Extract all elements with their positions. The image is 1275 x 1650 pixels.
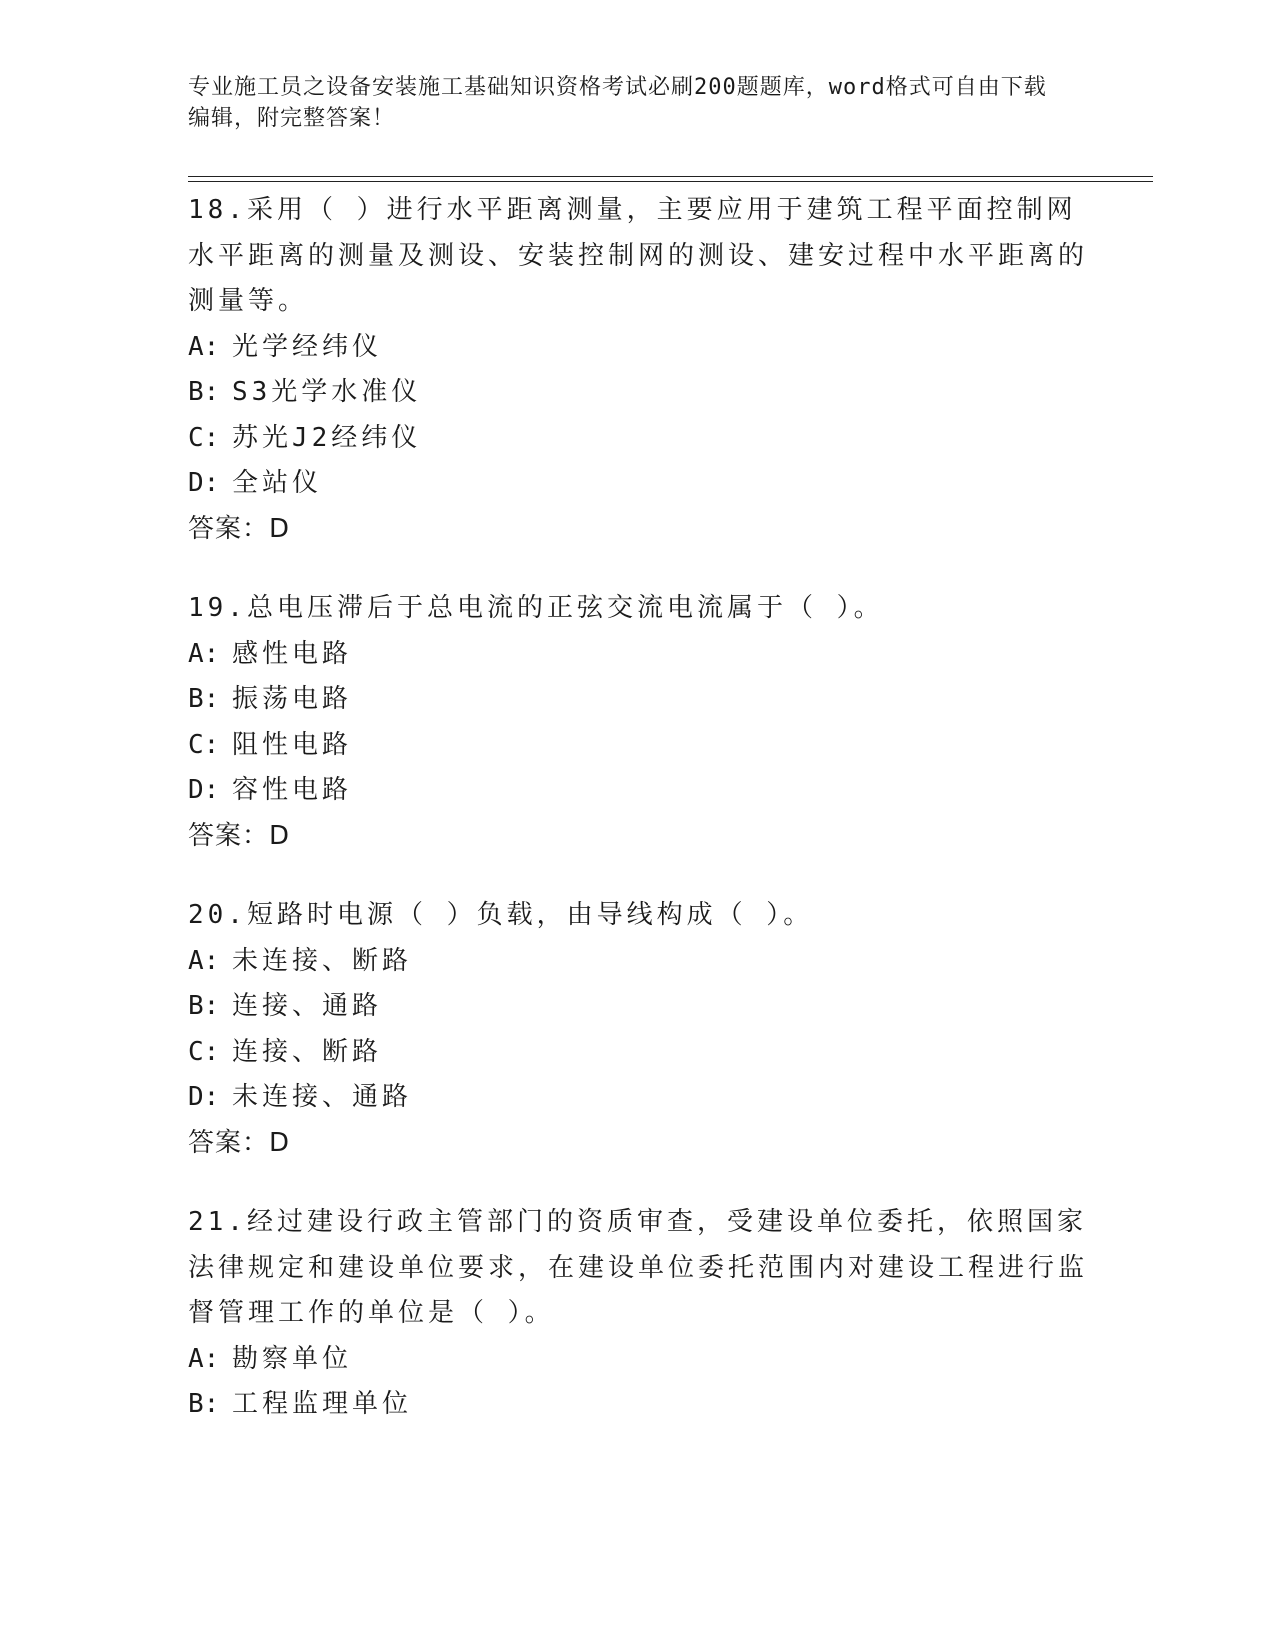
option-text: 工程监理单位 [232, 1389, 413, 1419]
question-text: 20.短路时电源（ ）负载，由导线构成（ ）。 [188, 900, 814, 930]
option-letter: A: [188, 1343, 220, 1374]
option-c [188, 1030, 1088, 1076]
option-letter: C: [188, 1036, 220, 1067]
option-text: 全站仪 [232, 468, 323, 498]
option-letter: D: [188, 1082, 220, 1112]
option-text: 振荡电路 [232, 684, 353, 714]
option-letter: C: [188, 729, 220, 760]
answer-line: 答案：D [188, 820, 291, 851]
header-divider-top [188, 176, 1153, 177]
answer-line: 答案：D [188, 1127, 291, 1158]
option-letter: A: [188, 945, 220, 976]
option-d [188, 461, 1088, 507]
option-letter: B: [188, 377, 220, 407]
question-19 [188, 586, 1088, 859]
question-18 [188, 188, 1088, 552]
option-letter: D: [188, 468, 220, 498]
option-b [188, 984, 1088, 1030]
option-letter: B: [188, 991, 220, 1021]
question-21 [188, 1200, 1088, 1428]
option-c [188, 416, 1088, 462]
option-text: 容性电路 [232, 775, 353, 805]
option-text: 勘察单位 [232, 1343, 353, 1374]
option-text: S3光学水准仪 [232, 377, 422, 407]
option-text: 连接、断路 [232, 1036, 383, 1067]
answer-line: 答案：D [188, 513, 291, 544]
option-a [188, 1337, 1088, 1383]
option-a [188, 939, 1088, 985]
question-text: 19.总电压滞后于总电流的正弦交流电流属于（ ）。 [188, 593, 884, 623]
option-letter: B: [188, 684, 220, 714]
option-text: 连接、通路 [232, 991, 383, 1021]
option-a [188, 325, 1088, 371]
option-letter: A: [188, 638, 220, 669]
option-d [188, 768, 1088, 814]
option-b [188, 1382, 1088, 1428]
option-text: 未连接、断路 [232, 945, 413, 976]
question-20 [188, 893, 1088, 1166]
option-text: 阻性电路 [232, 729, 353, 760]
option-text: 光学经纬仪 [232, 331, 383, 362]
option-b [188, 677, 1088, 723]
option-letter: D: [188, 775, 220, 805]
option-b [188, 370, 1088, 416]
option-letter: A: [188, 331, 220, 362]
header-divider-bottom [188, 181, 1153, 182]
option-text: 未连接、通路 [232, 1082, 413, 1112]
question-text: 21.经过建设行政主管部门的资质审查，受建设单位委托，依照国家法律规定和建设单位要求，在建设单位委托范围内对建设工程进行监督管理工作的单位是（ ）。 [188, 1207, 1089, 1328]
question-list [188, 188, 1088, 1462]
document-header: 专业施工员之设备安装施工基础知识资格考试必刷200题题库，word格式可自由下载编辑，附完整答案！ [188, 75, 1047, 131]
option-d [188, 1075, 1088, 1121]
option-a [188, 632, 1088, 678]
option-letter: C: [188, 422, 220, 453]
option-text: 感性电路 [232, 638, 353, 669]
option-text: 苏光J2经纬仪 [232, 422, 422, 453]
question-text: 18.采用（ ）进行水平距离测量，主要应用于建筑工程平面控制网水平距离的测量及测设、安装控制网的测设、建安过程中水平距离的测量等。 [188, 195, 1089, 316]
option-letter: B: [188, 1389, 220, 1419]
option-c [188, 723, 1088, 769]
